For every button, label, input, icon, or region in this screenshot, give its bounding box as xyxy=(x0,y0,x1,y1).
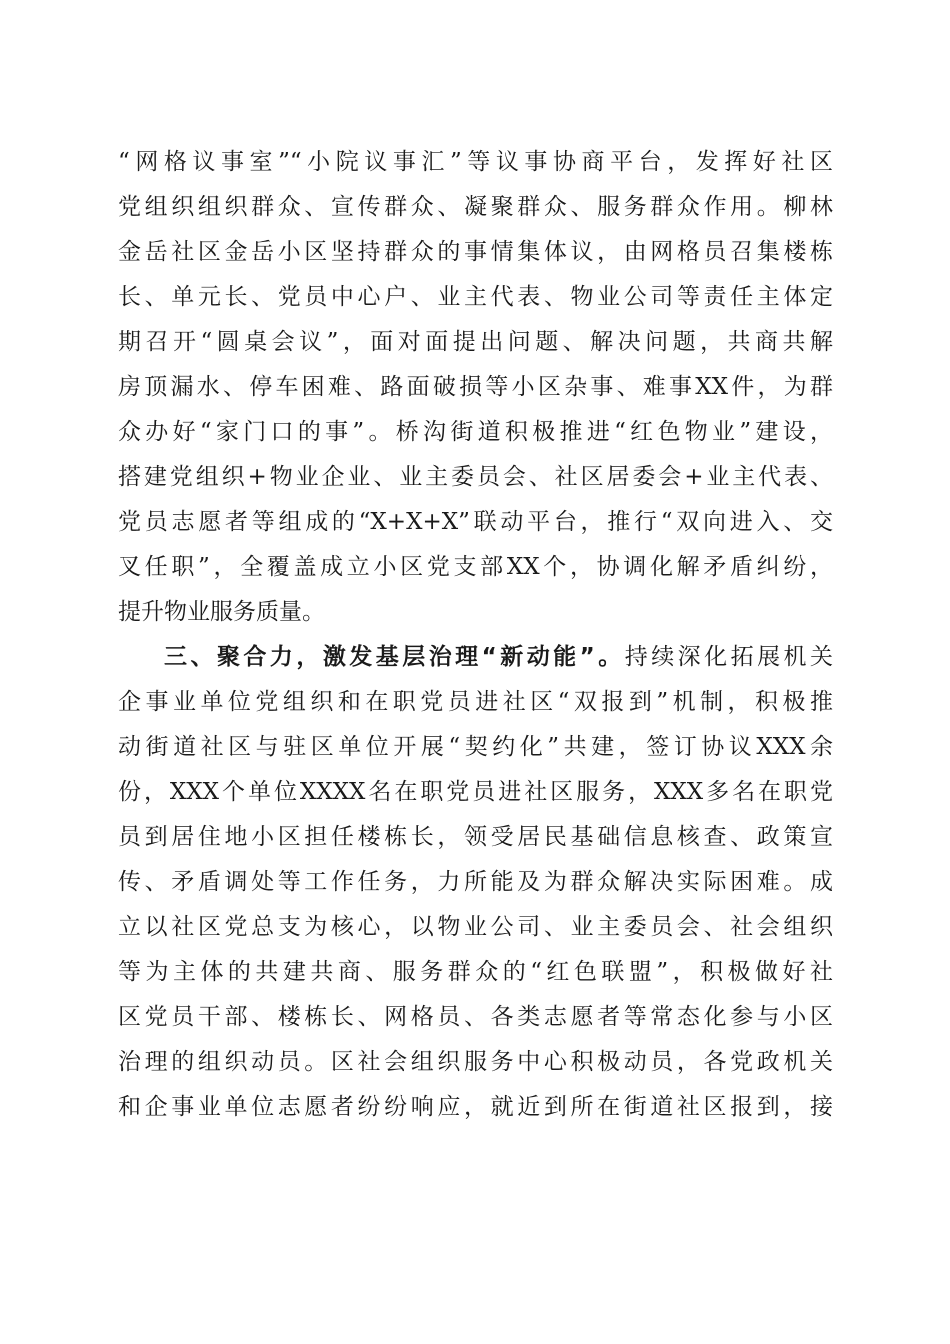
paragraph-2 xyxy=(118,635,833,1130)
text-line: 企事业单位党组织和在职党员进社区“双报到”机制，积极推 xyxy=(118,689,833,715)
text-line: 提升物业服务质量。 xyxy=(118,599,325,625)
heading-line-rest: 持续深化拓展机关 xyxy=(624,644,834,670)
text-line: 金岳社区金岳小区坚持群众的事情集体议，由网格员召集楼栋 xyxy=(118,239,833,265)
text-line: 党员志愿者等组成的“X+X+X”联动平台，推行“双向进入、交 xyxy=(118,509,833,535)
text-line: 区党员干部、楼栋长、网格员、各类志愿者等常态化参与小区 xyxy=(118,1004,833,1030)
text-line: 叉任职”，全覆盖成立小区党支部XX个，协调化解矛盾纠纷， xyxy=(118,554,833,580)
text-line: 众办好“家门口的事”。桥沟街道积极推进“红色物业”建设， xyxy=(118,419,833,445)
text-line: 动街道社区与驻区单位开展“契约化”共建，签订协议XXX余 xyxy=(118,734,833,760)
text-line: “网格议事室”“小院议事汇”等议事协商平台，发挥好社区 xyxy=(118,149,833,175)
text-line: 党组织组织群众、宣传群众、凝聚群众、服务群众作用。柳林 xyxy=(118,194,833,220)
text-line: 和企事业单位志愿者纷纷响应，就近到所在街道社区报到，接 xyxy=(118,1094,833,1120)
text-line: 长、单元长、党员中心户、业主代表、物业公司等责任主体定 xyxy=(118,284,833,310)
section-heading: 三、聚合力，激发基层治理“新动能”。 xyxy=(164,644,625,670)
paragraph-1 xyxy=(118,140,833,635)
text-line: 房顶漏水、停车困难、路面破损等小区杂事、难事XX件，为群 xyxy=(118,374,833,400)
text-line: 员到居住地小区担任楼栋长，领受居民基础信息核查、政策宣 xyxy=(118,824,833,850)
text-line: 传、矛盾调处等工作任务，力所能及为群众解决实际困难。成 xyxy=(118,869,833,895)
text-line: 份，XXX个单位XXXX名在职党员进社区服务，XXX多名在职党 xyxy=(118,779,833,805)
text-line: 期召开“圆桌会议”，面对面提出问题、解决问题，共商共解 xyxy=(118,329,833,355)
text-line: 搭建党组织+物业企业、业主委员会、社区居委会+业主代表、 xyxy=(118,464,833,490)
text-line: 治理的组织动员。区社会组织服务中心积极动员，各党政机关 xyxy=(118,1049,833,1075)
body-text xyxy=(118,140,833,1130)
text-line: 等为主体的共建共商、服务群众的“红色联盟”，积极做好社 xyxy=(118,959,833,985)
heading-line xyxy=(118,635,833,680)
text-line: 立以社区党总支为核心，以物业公司、业主委员会、社会组织 xyxy=(118,914,833,940)
